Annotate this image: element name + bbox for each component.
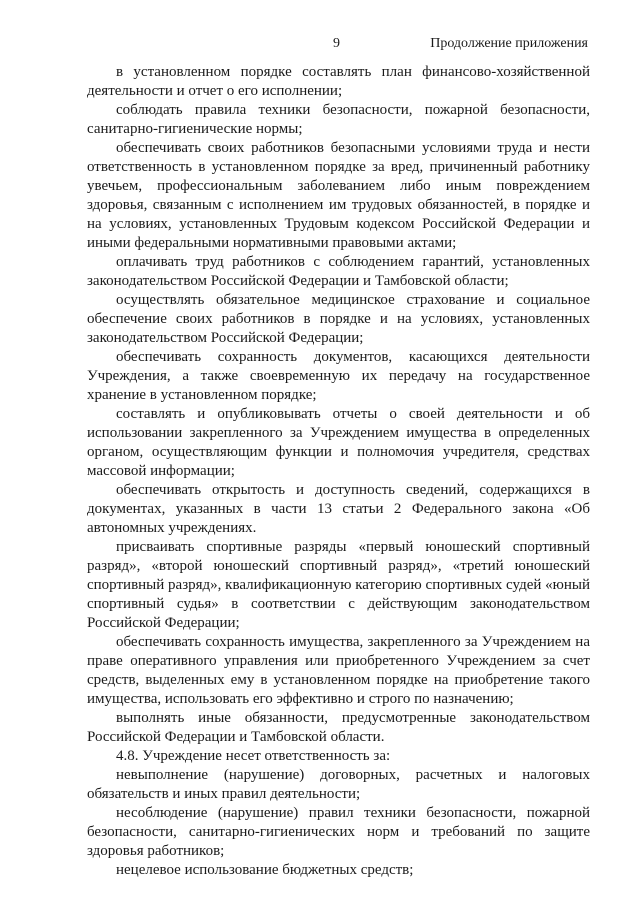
- paragraph-plan: в установленном порядке составлять план финансово-хозяйственной деятельности и отчет о его исполнении;: [87, 64, 590, 99]
- paragraph-property: обеспечивать сохранность имущества, закрепленного за Учреждением на праве оперативного управления или приобретенного Учреждением за счет средств, выделенных ему в установленном порядке на приобретение такого имущества, использовать его эффективно и строго по назначению;: [87, 634, 590, 707]
- paragraph-safety-rules: соблюдать правила техники безопасности, пожарной безопасности, санитарно-гигиенические нормы;: [87, 102, 590, 137]
- paragraph-insurance: осуществлять обязательное медицинское страхование и социальное обеспечение своих работников в порядке и на условиях, установленных законодательством Российской Федерации;: [87, 292, 590, 346]
- paragraph-transparency: обеспечивать открытость и доступность сведений, содержащихся в документах, указанных в части 13 статьи 2 Федерального закона «Об автономных учреждениях.: [87, 482, 590, 536]
- paragraph-other-duties: выполнять иные обязанности, предусмотренные законодательством Российской Федерации и Тамбовской области.: [87, 710, 590, 745]
- running-header: Продолжение приложения: [430, 36, 588, 51]
- paragraph-safety-breach: несоблюдение (нарушение) правил техники безопасности, пожарной безопасности, санитарно-гигиенических норм и требований по защите здоровья работников;: [87, 805, 590, 859]
- paragraph-sport-ranks: присваивать спортивные разряды «первый юношеский спортивный разряд», «второй юношеский спортивный разряд», «третий юношеский спортивный разряд», квалификационную категорию спортивных судей «юный спортивный судья» в соответствии с действующим законодательством Российской Федерации;: [87, 539, 590, 631]
- paragraph-working-conditions: обеспечивать своих работников безопасными условиями труда и нести ответственность в установленном порядке за вред, причиненный работнику увечьем, профессиональным заболеванием либо иным повреждением здоровья, связанным с исполнением им трудовых обязанностей, в порядке и на условиях, установленных Трудовым кодексом Российской Федерации и иными федеральными нормативными правовыми актами;: [87, 140, 590, 251]
- document-body: [87, 63, 590, 880]
- page-number: 9: [333, 36, 340, 51]
- paragraph-reports: составлять и опубликовывать отчеты о своей деятельности и об использовании закрепленного за Учреждением имущества в определенных органом, осуществляющим функции и полномочия учредителя, средствах массовой информации;: [87, 406, 590, 479]
- section-heading-liability: 4.8. Учреждение несет ответственность за:: [116, 748, 391, 764]
- paragraph-wages: оплачивать труд работников с соблюдением гарантий, установленных законодательством Российской Федерации и Тамбовской области;: [87, 254, 590, 289]
- paragraph-documents: обеспечивать сохранность документов, касающихся деятельности Учреждения, а также своевременную их передачу на государственное хранение в установленном порядке;: [87, 349, 590, 403]
- paragraph-obligations-breach: невыполнение (нарушение) договорных, расчетных и налоговых обязательств и иных правил деятельности;: [87, 767, 590, 802]
- paragraph-budget-misuse: нецелевое использование бюджетных средств;: [116, 862, 414, 878]
